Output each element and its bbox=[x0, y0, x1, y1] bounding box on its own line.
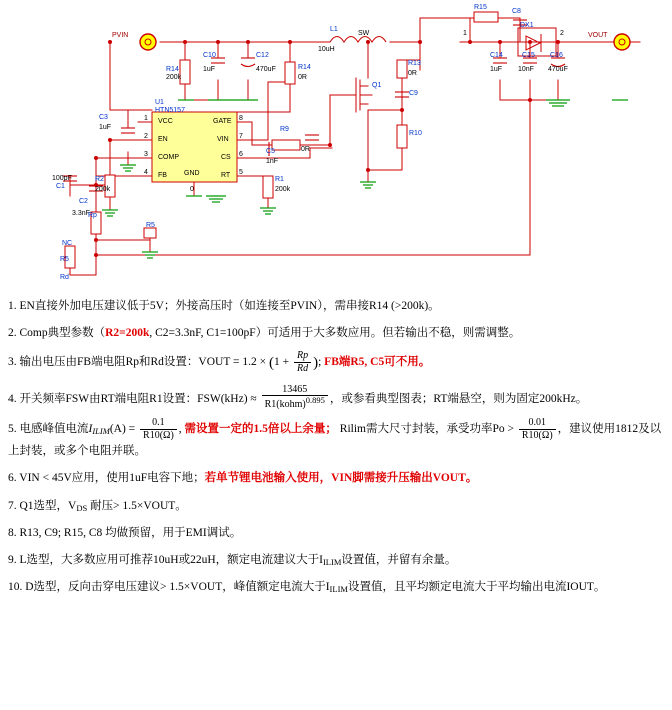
ic-pinnum-5: 5 bbox=[239, 169, 243, 176]
note-5-pre: 电感峰值电流 bbox=[19, 423, 89, 436]
note-5-highlight: 需设置一定的1.5倍以上余量； bbox=[184, 423, 337, 436]
note-8-text: R13, C9; R15, C8 均做预留，用于EMI调试。 bbox=[19, 526, 242, 539]
ic-pinnum-7: 7 bbox=[239, 133, 243, 140]
note-5-frac2-den: R10(Ω) bbox=[521, 429, 553, 441]
label-r9-val: 0R bbox=[301, 146, 310, 153]
note-10-post: 设置值，且平均额定电流大于平均输出电流IOUT。 bbox=[347, 580, 606, 593]
label-c5-val: 1nF bbox=[266, 158, 279, 165]
label-r14b-ref: R14 bbox=[298, 64, 311, 71]
ic-part: HTN5157 bbox=[155, 107, 185, 114]
note-7-text: Q1选型，V bbox=[19, 499, 77, 512]
note-6 bbox=[8, 468, 662, 488]
ic-pinnum-8: 8 bbox=[239, 115, 243, 122]
note-3-highlight: FB端R5, C5可不用。 bbox=[324, 356, 431, 369]
notes-list bbox=[0, 290, 672, 597]
label-c15-val: 10nF bbox=[518, 66, 534, 73]
ic-pin-comp: COMP bbox=[158, 154, 179, 161]
note-5-fraction-2 bbox=[519, 417, 556, 441]
note-1-text: EN直接外加电压建议低于5V；外接高压时（如连接至PVIN），需串接R14 (>200k)。 bbox=[19, 300, 440, 312]
label-c12-ref: C12 bbox=[256, 52, 269, 59]
ic-pin-cs: CS bbox=[221, 154, 231, 161]
label-r1-val: 200k bbox=[275, 186, 291, 193]
note-6-highlight: 若单节锂电池输入使用，VIN脚需接升压输出VOUT。 bbox=[204, 472, 478, 485]
note-4-post: ，或参看典型图表；RT端悬空，则为固定200kHz。 bbox=[329, 392, 588, 405]
note-2-number: 2. bbox=[8, 327, 17, 340]
note-4 bbox=[8, 384, 662, 411]
note-10-sub: ILIM bbox=[329, 584, 348, 595]
note-5-post: Rilim需大尺寸封装，承受功率Po > bbox=[339, 423, 517, 436]
label-c1-ref: C1 bbox=[56, 183, 65, 190]
label-dx1-ref: DX1 bbox=[520, 22, 534, 29]
label-r10-ref: R10 bbox=[409, 130, 422, 137]
ic-pinnum-4: 4 bbox=[144, 169, 148, 176]
note-5-frac1-den: R10(Ω) bbox=[143, 429, 174, 441]
note-4-exponent: 0.895 bbox=[305, 395, 325, 405]
note-7-sub: DS bbox=[76, 502, 88, 513]
label-c16-ref: C16 bbox=[550, 52, 563, 59]
label-c9-ref: C9 bbox=[409, 90, 418, 97]
note-2-highlight: R2=200k bbox=[105, 327, 150, 340]
schematic-diagram bbox=[0, 0, 672, 290]
label-r14b-val: 0R bbox=[298, 74, 307, 81]
note-7-number: 7. bbox=[8, 499, 17, 512]
note-10 bbox=[8, 577, 662, 597]
note-10-pre: D选型，反向击穿电压建议> 1.5×VOUT，峰值额定电流大于I bbox=[25, 580, 330, 593]
label-rp-ref: Rp bbox=[88, 212, 97, 219]
note-3-number: 3. bbox=[8, 356, 17, 369]
label-c8-ref: C8 bbox=[512, 8, 521, 15]
label-c2-val: 3.3nF bbox=[72, 210, 90, 217]
note-8-number: 8. bbox=[8, 526, 17, 539]
label-c10-ref: C10 bbox=[203, 52, 216, 59]
note-5-fraction-1 bbox=[140, 417, 177, 441]
note-6-number: 6. bbox=[8, 472, 17, 485]
note-2-pre: Comp典型参数（ bbox=[19, 327, 106, 340]
note-4-fraction bbox=[262, 384, 328, 411]
ic-pin-en: EN bbox=[158, 136, 168, 143]
label-r14a-ref: R14 bbox=[166, 66, 179, 73]
label-c14-val: 1uF bbox=[490, 66, 503, 73]
label-l1-val: 10uH bbox=[318, 46, 335, 53]
ic-pin-gnd: GND bbox=[184, 170, 200, 177]
note-5-number: 5. bbox=[8, 423, 17, 436]
note-4-frac-num: 13465 bbox=[262, 384, 328, 397]
note-5: 5. 电感峰值电流$I_{ILIM}(A)$ = $\frac{0.1}{R10(\Omega)}$ , 需设置一定的1.5倍以上余量； Rilim需大尺寸封装，承受功率Po > $\frac{0.01}{R10(\Omega)}$ ，建议使用1812及以上封装，或多个电阻并联。 bbox=[8, 417, 662, 458]
note-6-pre: VIN < 45V应用，使用1uF电容下地； bbox=[19, 472, 205, 485]
label-r5-ref: R5 bbox=[60, 256, 69, 263]
label-c14-ref: C14 bbox=[490, 52, 503, 59]
label-vout: VOUT bbox=[588, 32, 608, 39]
label-c15-ref: C15 bbox=[522, 52, 535, 59]
label-c1-val: 100pF bbox=[52, 175, 72, 182]
label-pvin: PVIN bbox=[112, 32, 129, 39]
note-5-frac2-num: 0.01 bbox=[519, 417, 556, 430]
note-10-number: 10. bbox=[8, 580, 23, 593]
label-c3-ref: C3 bbox=[99, 114, 108, 121]
label-r1-ref: R1 bbox=[275, 176, 284, 183]
label-c2-ref: C2 bbox=[79, 198, 88, 205]
note-3-fraction bbox=[294, 350, 311, 374]
note-2 bbox=[8, 323, 662, 343]
schematic-svg bbox=[0, 0, 672, 290]
ic-pin-fb: FB bbox=[158, 172, 167, 179]
label-c3-val: 1uF bbox=[99, 124, 112, 131]
note-7-rest: 耐压> 1.5×VOUT。 bbox=[87, 499, 187, 512]
note-9 bbox=[8, 550, 662, 570]
ic-pin-rt: RT bbox=[221, 172, 231, 179]
note-4-frac-den: R1(kohm)$^{0.895}$ bbox=[264, 395, 325, 410]
note-2-mid: , C2=3.3nF, C1=100pF）可适用于大多数应用。但若输出不稳，则需调整。 bbox=[149, 327, 521, 340]
note-3-paren-open: ( bbox=[268, 355, 274, 372]
note-3-frac-num: Rp bbox=[294, 350, 311, 363]
label-r14a-val: 200k bbox=[166, 74, 182, 81]
note-5-var-sub: ILIM bbox=[92, 426, 110, 437]
ic-pin-gate: GATE bbox=[213, 118, 232, 125]
note-9-sub: ILIM bbox=[322, 556, 342, 567]
note-9-pre: L选型，大多数应用可推荐10uH或22uH，额定电流建议大于I bbox=[19, 553, 323, 566]
note-3: 3. 输出电压由FB端电阻Rp和Rd设置：VOUT = 1.2 × (1 + $\frac{Rp}{Rd}$ ); FB端R5, C5可不用。 bbox=[8, 350, 431, 374]
ic-pin-vcc: VCC bbox=[158, 118, 173, 125]
label-c12-val: 470uF bbox=[256, 66, 276, 73]
note-3-paren-close: ) bbox=[313, 355, 319, 372]
label-r2-val: 200k bbox=[95, 186, 111, 193]
note-9-number: 9. bbox=[8, 553, 17, 566]
note-3-pre: 输出电压由FB端电阻Rp和Rd设置：VOUT = 1.2 × bbox=[19, 356, 269, 369]
label-l1-ref: L1 bbox=[330, 26, 338, 33]
label-q1-ref: Q1 bbox=[372, 82, 382, 89]
note-1-number: 1. bbox=[8, 300, 17, 312]
ic-pinnum-3: 3 bbox=[144, 151, 148, 158]
label-node-2: 2 bbox=[560, 30, 564, 37]
ic-pinnum-1: 1 bbox=[144, 115, 148, 122]
label-r13-ref: R13 bbox=[408, 60, 421, 67]
note-4-pre: 开关频率FSW由RT端电阻R1设置：FSW(kHz) ≈ bbox=[19, 392, 260, 405]
label-r15-ref: R15 bbox=[474, 4, 487, 11]
label-c10-val: 1uF bbox=[203, 66, 216, 73]
label-node-sw: SW bbox=[358, 30, 370, 37]
note-1 bbox=[8, 296, 662, 316]
label-r5b-ref: R5 bbox=[146, 222, 155, 229]
note-9-post: 设置值，并留有余量。 bbox=[341, 553, 457, 566]
note-5-post2: ，建议使用1812及以上封装，或多个电阻并联。 bbox=[8, 423, 662, 458]
label-nc: NC bbox=[62, 240, 73, 247]
note-5-frac1-num: 0.1 bbox=[140, 417, 177, 430]
ic-refdes: U1 bbox=[155, 99, 164, 106]
note-4-number: 4. bbox=[8, 392, 17, 405]
ic-pinnum-2: 2 bbox=[144, 133, 148, 140]
label-node-1: 1 bbox=[463, 30, 467, 37]
note-5-var: I bbox=[88, 423, 93, 436]
note-8 bbox=[8, 523, 662, 543]
label-rd-ref: Rd bbox=[60, 274, 69, 281]
label-c16-val: 470uF bbox=[548, 66, 568, 73]
label-r2-ref: R2 bbox=[95, 176, 104, 183]
label-r9-ref: R9 bbox=[280, 126, 289, 133]
ic-pinnum-6: 6 bbox=[239, 151, 243, 158]
note-7 bbox=[8, 496, 662, 516]
label-c5-ref: C5 bbox=[266, 148, 275, 155]
note-5-var-rest: (A) = bbox=[109, 423, 139, 436]
label-r13-val: 0R bbox=[408, 70, 417, 77]
note-3-frac-den: Rd bbox=[296, 362, 309, 374]
ic-pin-gnd-number: 0 bbox=[190, 186, 194, 193]
ic-pin-vin: VIN bbox=[217, 136, 229, 143]
